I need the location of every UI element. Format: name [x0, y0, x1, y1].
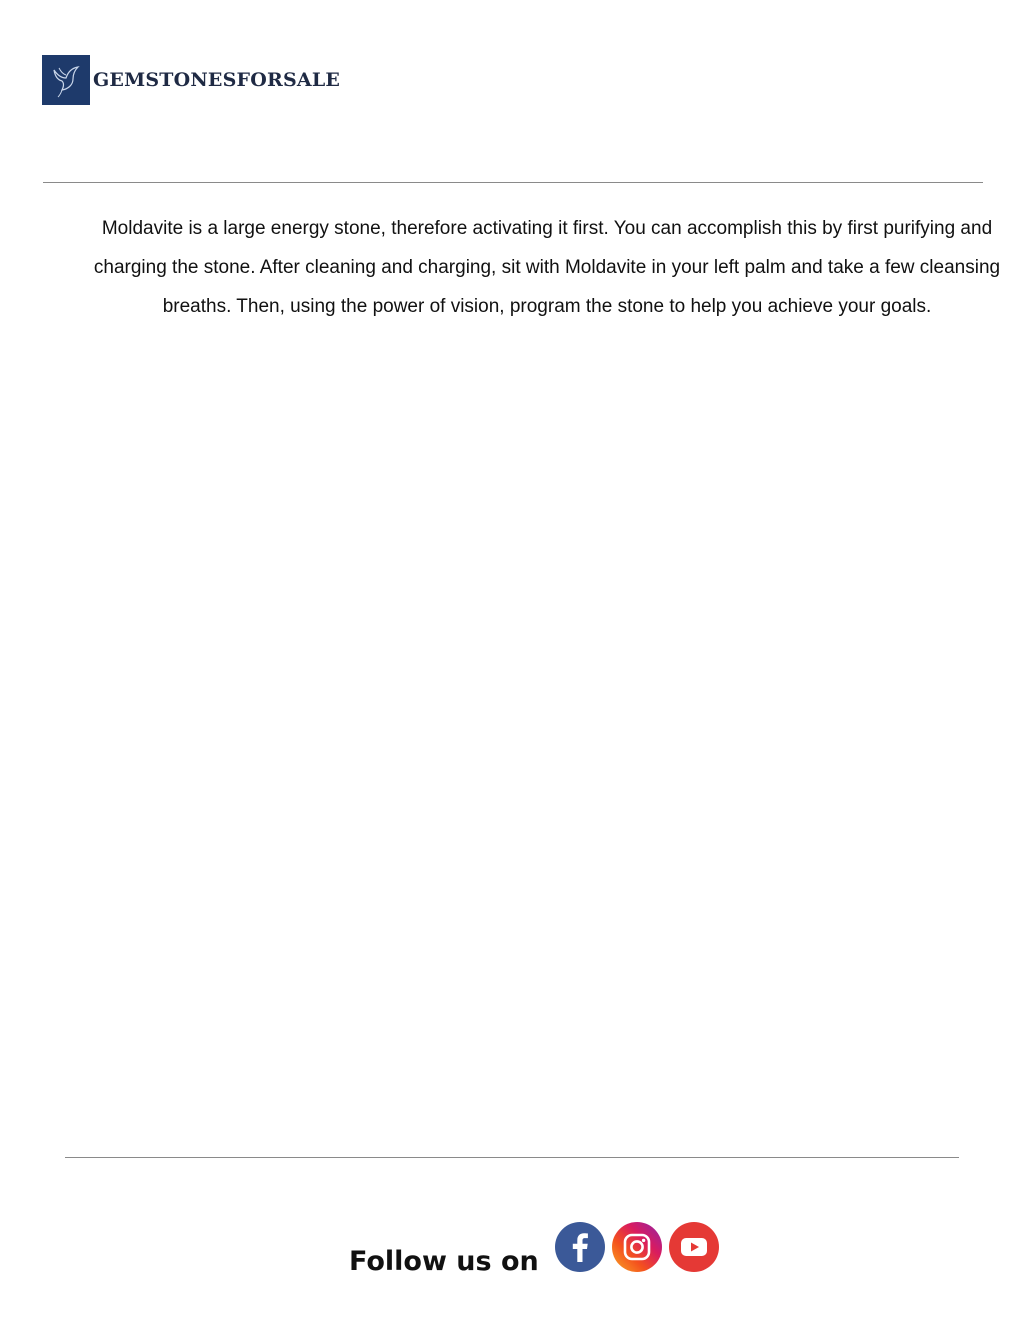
facebook-icon[interactable]: [555, 1222, 605, 1272]
top-divider: [43, 182, 983, 183]
brand-logo[interactable]: [42, 55, 340, 105]
social-footer: [349, 1216, 726, 1277]
brand-name: GEMSTONESFORSALE: [93, 69, 341, 91]
follow-label: Follow us on: [349, 1246, 539, 1277]
body-paragraph: Moldavite is a large energy stone, therefore activating it first. You can accomplish this by first purifying and charging the stone. After cleaning and charging, sit with Moldavite in your left palm and take a few cleansing breaths. Then, using the power of vision, program the stone to help you achieve your goals.: [93, 218, 1001, 317]
dove-icon: [42, 55, 90, 105]
youtube-icon[interactable]: [669, 1222, 719, 1272]
bottom-divider: [65, 1157, 959, 1158]
instagram-icon[interactable]: [612, 1222, 662, 1272]
